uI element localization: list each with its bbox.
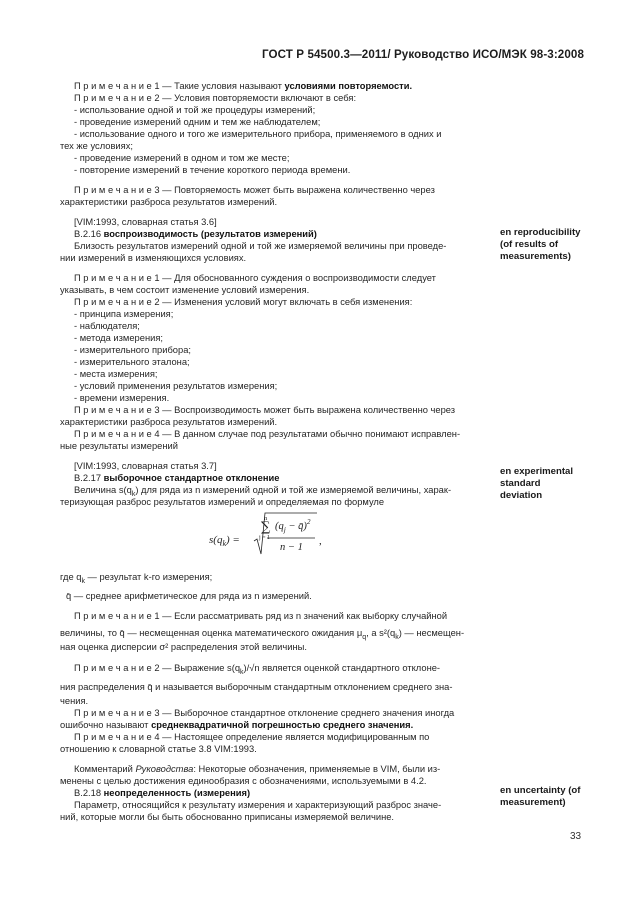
text-run: [VIM:1993, словарная статья 3.6] [74,217,217,227]
text-line [74,404,455,416]
text-run: характеристики разброса результатов измерений. [60,417,278,427]
text-line [74,662,440,679]
text-run: - измерительного прибора; [74,345,191,355]
text-run: где q [60,572,82,582]
text-run: ошибочно называют [60,720,152,730]
text-run: - наблюдателя; [74,321,140,331]
side-term-line: en experimental [500,466,574,477]
text-run: ные результаты измерений [60,441,178,451]
text-run: B.2.17 [74,473,104,483]
text-line [74,472,279,484]
text-run: П р и м е ч а н и е 1 — Если рассматривать ряд из n значений как выборку случайной [74,611,448,621]
text-run: чения. [60,696,89,706]
text-run: тех же условиях; [60,141,133,151]
text-line [60,719,413,731]
text-line [60,681,452,693]
text-run: k [131,490,136,498]
text-run: k [81,577,85,585]
text-run: )/√n является оценкой стандартного отклоне- [243,663,441,673]
page-number: 33 [570,831,582,842]
text-run: П р и м е ч а н и е 2 — Изменения условий могут включать в себя изменения: [74,297,413,307]
text-run: - условий применения результатов измерения; [74,381,278,391]
text-line [60,284,309,296]
text-run: ная оценка дисперсии σ² распределения этой величины. [60,642,307,652]
text-line [74,164,350,176]
text-run: П р и м е ч а н и е 1 — Такие условия называют [74,81,285,91]
text-run: П р и м е ч а н и е 3 — Воспроизводимость может быть выражена количественно через [74,405,456,415]
text-line [60,440,178,452]
text-run: B.2.18 [74,788,104,798]
side-term-experimental-standard-deviation [500,466,595,502]
text-run: — результат k-го измерения; [84,572,213,582]
text-line [74,228,317,240]
text-run: - проведение измерений в одном и том же месте; [74,153,290,163]
text-line [60,196,277,208]
text-line [74,296,412,308]
side-term-line: measurements) [500,251,571,262]
text-line [74,428,460,440]
text-run: - использование одной и той же процедуры измерений; [74,105,316,115]
formula-sum: ∑ [261,520,271,535]
side-term-line: en reproducibility [500,227,581,238]
text-line [74,216,217,228]
text-line [74,320,140,332]
text-run: - времени измерения. [74,393,170,403]
text-run: П р и м е ч а н и е 4 — Настоящее определение является модифицированным по [74,732,430,742]
text-line [74,92,356,104]
text-line [74,104,315,116]
text-run: П р и м е ч а н и е 2 — Условия повторяемости включают в себя: [74,93,357,103]
text-run: - метода измерения; [74,333,163,343]
text-run: характеристики разброса результатов измерений. [60,197,278,207]
text-run: [VIM:1993, словарная статья 3.7] [74,461,217,471]
formula-sum-bottom: j = 1 [259,535,271,541]
text-run: - места измерения; [74,369,158,379]
text-run: q̄ — среднее арифметическое для ряда из n измерений. [66,591,312,601]
text-line [74,763,440,775]
side-term-line: measurement) [500,797,566,808]
text-run: B.2.16 [74,229,104,239]
text-line [74,128,441,140]
text-line [60,695,88,707]
text-run: - повторение измерений в течение короткого периода времени. [74,165,351,175]
text-line [60,140,133,152]
formula-lhs: $s(q_k)$ = [209,534,240,548]
text-run: q [362,633,367,641]
text-line [74,184,435,196]
text-run: Близость результатов измерений одной и той же измеряемой величины при проведе- [74,241,447,251]
text-line [60,775,427,787]
text-run: П р и м е ч а н и е 2 — Выражение s(q [74,663,241,673]
text-run: ний, которые могли бы быть обоснованно приписаны измеряемой величине. [60,812,395,822]
text-line [66,590,312,602]
text-run: Руководства [135,764,194,774]
text-run: k [240,668,244,676]
text-line [60,416,277,428]
text-run: нии измерений в изменяющихся условиях. [60,253,247,263]
text-line [60,743,257,755]
text-line [60,252,246,264]
formula-denominator: n − 1 [280,542,303,553]
text-run: П р и м е ч а н и е 3 — Выборочное стандартное отклонение среднего значения иногда [74,708,455,718]
text-line [74,152,289,164]
text-run: П р и м е ч а н и е 3 — Повторяемость может быть выражена количественно через [74,185,435,195]
formula-sum-top: n [264,515,268,522]
text-line [60,641,307,653]
text-line [74,707,454,719]
text-line [74,392,169,404]
document-header: ГОСТ Р 54500.3—2011/ Руководство ИСО/МЭК 98-3:2008 [261,48,584,61]
text-run: воспроизводимость (результатов измерений) [103,229,317,239]
text-line [74,116,320,128]
text-run: П р и м е ч а н и е 1 — Для обоснованного суждения о воспроизводимости следует [74,273,436,283]
text-line [74,80,412,92]
text-run: среднеквадратичной погрешностью среднего значения. [151,720,414,730]
text-line [60,811,394,823]
side-term-reproducibility [500,227,595,263]
text-run: - проведение измерений одним и тем же наблюдателем; [74,117,321,127]
text-run: : Некоторые обозначения, применяемые в VIM, были из- [193,764,441,774]
sample-stddev-formula [205,510,345,560]
text-line [74,356,190,368]
text-line [74,380,277,392]
text-run: , а s²(q [366,628,396,638]
text-run: k [395,633,399,641]
side-term-line: (of results of [500,239,559,250]
text-line [74,368,158,380]
text-run: условиями повторяемости. [284,81,413,91]
text-line [60,496,384,508]
text-run: теризующая разброс результатов измерений и определяемая по формуле [60,497,385,507]
text-line [74,731,429,743]
text-run: величины, то q̄ — несмещенная оценка математического ожидания μ [60,628,363,638]
side-term-line: en uncertainty (of [500,785,581,796]
side-term-uncertainty [500,785,595,809]
text-run: - измерительного эталона; [74,357,190,367]
text-line [74,272,436,284]
text-line [74,610,447,622]
text-run: - использование одного и того же измерительного прибора, применяемого в одних и [74,129,442,139]
text-run: Параметр, относящийся к результату измерения и характеризующий разброс значе- [74,800,442,810]
text-run: ния распределения q̄ и называется выборочным стандартным отклонением среднего зна- [60,682,453,692]
text-run: ) — несмещен- [398,628,465,638]
side-term-line: deviation [500,490,543,501]
text-line [74,344,191,356]
text-run: П р и м е ч а н и е 4 — В данном случае под результатами обычно понимают исправлен- [74,429,461,439]
text-run: менены с целью достижения единообразия с обозначениями, используемыми в 4.2. [60,776,427,786]
text-run: выборочное стандартное отклонение [103,473,280,483]
text-run: ) для ряда из n измерений одной и той же измеряемой величины, харак- [135,485,452,495]
text-run: - принципа измерения; [74,309,174,319]
text-run: отношению к словарной статье 3.8 VIM:1993. [60,744,257,754]
text-line [74,240,446,252]
side-term-line: standard [500,478,541,489]
text-run: неопределенность (измерения) [103,788,251,798]
text-line [60,571,212,588]
formula-trail: , [319,535,322,547]
text-run: указывать, в чем состоит изменение условий измерения. [60,285,310,295]
text-run: Величина s(q [74,485,132,495]
text-run: Комментарий [74,764,136,774]
formula-numerator: ($q_j$ − q̄)$^2$ [275,518,311,534]
text-line [74,308,173,320]
text-line [74,787,250,799]
text-line [74,332,163,344]
text-line [74,460,217,472]
text-line [74,799,441,811]
